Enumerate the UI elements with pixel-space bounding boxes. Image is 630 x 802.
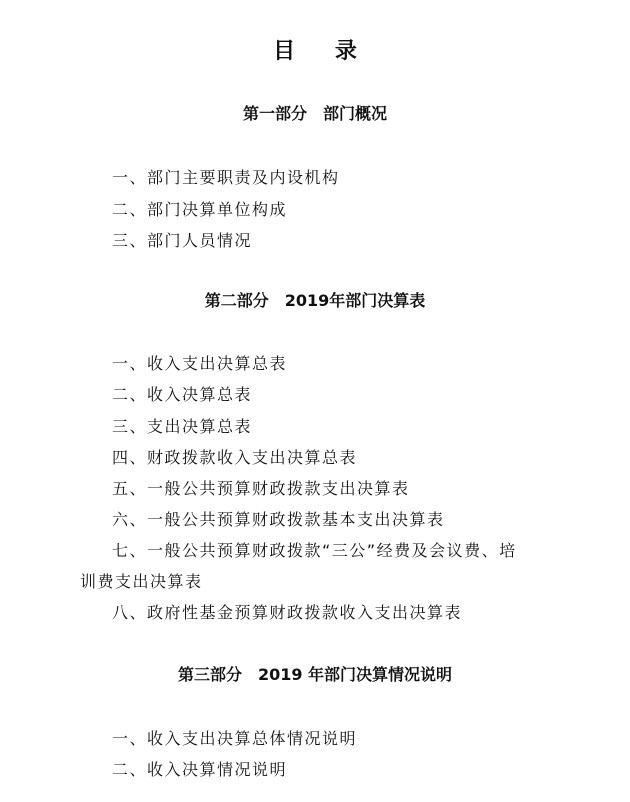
toc-item: 一、收入支出决算总表 bbox=[112, 354, 288, 373]
part-heading: 第一部分 部门概况 bbox=[242, 104, 387, 123]
toc-item: 八、政府性基金预算财政拨款收入支出决算表 bbox=[112, 603, 463, 622]
toc-item: 五、一般公共预算财政拨款支出决算表 bbox=[112, 479, 410, 498]
toc-item: 三、支出决算总表 bbox=[112, 417, 253, 436]
toc-item-continuation: 训费支出决算表 bbox=[80, 572, 203, 591]
toc-item: 七、一般公共预算财政拨款“三公”经费及会议费、培 bbox=[112, 541, 517, 560]
toc-item: 三、部门人员情况 bbox=[112, 231, 253, 250]
toc-item: 一、收入支出决算总体情况说明 bbox=[112, 729, 358, 748]
part-heading: 第二部分 2019年部门决算表 bbox=[204, 291, 426, 310]
toc-item: 二、收入决算总表 bbox=[112, 385, 253, 404]
page-title: 目 录 bbox=[273, 39, 373, 64]
toc-item: 二、收入决算情况说明 bbox=[112, 760, 288, 779]
toc-item: 六、一般公共预算财政拨款基本支出决算表 bbox=[112, 510, 445, 529]
toc-item: 一、部门主要职责及内设机构 bbox=[112, 168, 340, 187]
part-heading: 第三部分 2019 年部门决算情况说明 bbox=[177, 665, 453, 684]
toc-item: 四、财政拨款收入支出决算总表 bbox=[112, 448, 358, 467]
toc-item: 二、部门决算单位构成 bbox=[112, 200, 288, 219]
